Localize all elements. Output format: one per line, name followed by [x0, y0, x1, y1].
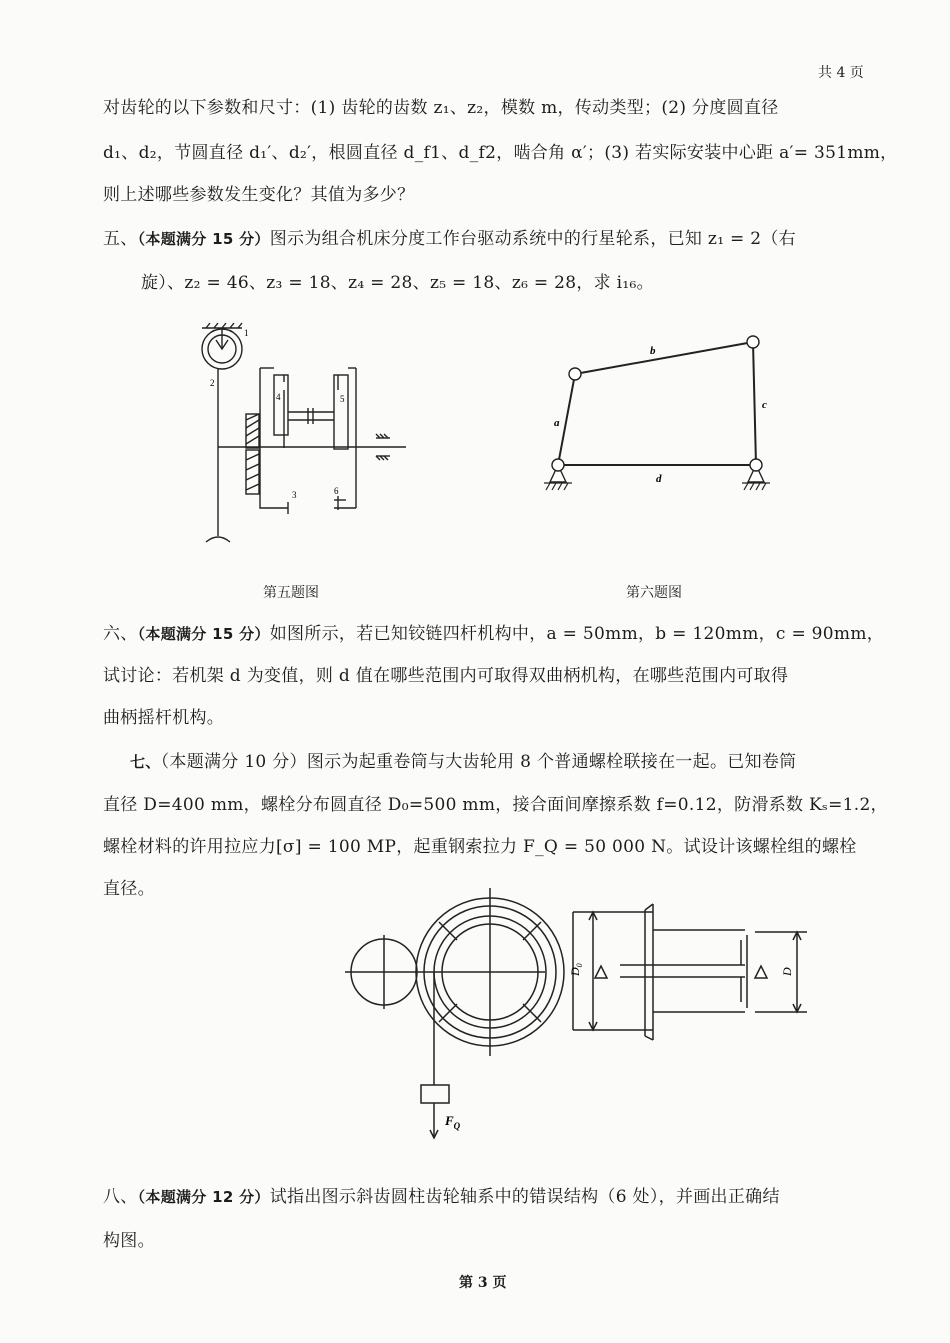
label-gear-6: 6 [334, 486, 339, 496]
q4-line-1: 对齿轮的以下参数和尺寸：(1) 齿轮的齿数 z₁、z₂，模数 m，传动类型；(2) 分度圆直径 [103, 98, 779, 118]
q6-score: （本题满分 15 分） [137, 625, 270, 643]
four-bar-linkage-diagram [540, 330, 780, 500]
q6-line-1 [103, 624, 884, 644]
label-d0 [568, 963, 584, 977]
page-number: 第 3 页 [459, 1275, 507, 1291]
label-d0-symbol: D [568, 967, 582, 976]
label-d: D [780, 967, 794, 976]
label-d0-subscript: 0 [575, 963, 584, 968]
q4-line-3: 则上述哪些参数发生变化？其值为多少？ [103, 185, 415, 205]
q6-line-2: 试讨论：若机架 d 为变值，则 d 值在哪些范围内可取得双曲柄机构，在哪些范围内可取得 [103, 666, 789, 686]
q6-number: 六、 [103, 624, 138, 644]
q7-line-4: 直径。 [103, 879, 155, 899]
label-gear-2: 2 [210, 378, 215, 388]
label-force [444, 1113, 461, 1131]
hoist-drum-diagram [345, 880, 825, 1140]
q8-score: （本题满分 12 分） [137, 1188, 270, 1206]
figure-6-caption: 第六题图 [626, 585, 682, 601]
q5-line-1 [103, 229, 796, 249]
q8-line-2: 构图。 [103, 1231, 155, 1251]
q6-text: 如图所示，若已知铰链四杆机构中，a = 50mm，b = 120mm，c = 90mm， [269, 624, 885, 644]
label-a: a [554, 417, 560, 429]
q7-text: （本题满分 10 分）图示为起重卷筒与大齿轮用 8 个普通螺栓联接在一起。已知卷筒 [160, 752, 797, 772]
q6-line-3: 曲柄摇杆机构。 [103, 708, 225, 728]
label-force-subscript: Q [453, 1121, 461, 1131]
q5-score: （本题满分 15 分） [137, 230, 270, 248]
q5-text: 图示为组合机床分度工作台驱动系统中的行星轮系，已知 z₁ = 2（右 [269, 229, 796, 249]
label-b: b [650, 345, 656, 357]
q5-line-2: 旋）、z₂ = 46、z₃ = 18、z₄ = 28、z₅ = 18、z₆ = 28，求 i₁₆。 [141, 273, 654, 293]
q7-line-2: 直径 D=400 mm，螺栓分布圆直径 D₀=500 mm，接合面间摩擦系数 f=0.12，防滑系数 Kₛ=1.2， [103, 795, 888, 815]
gear-train-diagram [180, 320, 420, 550]
q5-number: 五、 [103, 229, 138, 249]
label-gear-4: 4 [276, 392, 281, 402]
q7-line-1 [130, 752, 796, 772]
label-c: c [762, 399, 767, 411]
q4-line-2: d₁、d₂，节圆直径 d₁′、d₂′，根圆直径 d_f1、d_f2，啮合角 α′；(3) 若实际安装中心距 a′= 351mm， [103, 143, 898, 163]
label-d: d [656, 473, 662, 485]
q8-number: 八、 [103, 1187, 138, 1207]
q7-line-3: 螺栓材料的许用拉应力[σ] = 100 MP，起重钢索拉力 F_Q = 50 000 N。试设计该螺栓组的螺栓 [103, 837, 857, 857]
q8-text: 试指出图示斜齿圆柱齿轮轴系中的错误结构（6 处），并画出正确结 [269, 1187, 780, 1207]
label-gear-5: 5 [340, 394, 345, 404]
q7-number: 七、 [130, 753, 161, 771]
label-force-symbol: F [445, 1113, 454, 1128]
label-gear-3: 3 [292, 490, 297, 500]
q8-line-1 [103, 1187, 780, 1207]
page-count: 共 4 页 [818, 65, 864, 81]
figure-5-caption: 第五题图 [263, 585, 319, 601]
label-gear-1: 1 [244, 328, 249, 338]
